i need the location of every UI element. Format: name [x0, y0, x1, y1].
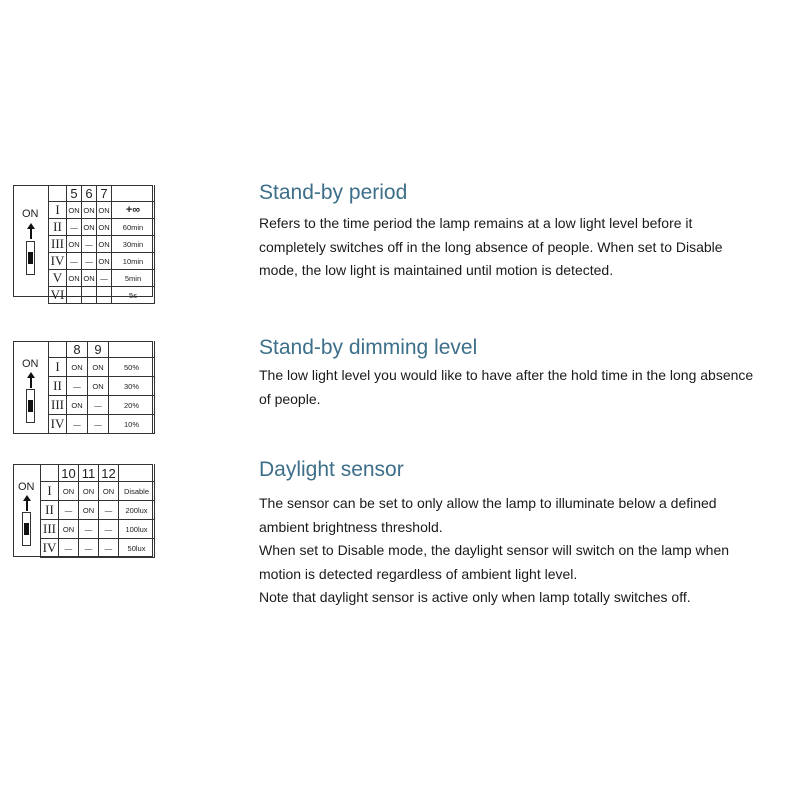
- column-header: 7: [97, 186, 112, 202]
- arrow-up-icon: [27, 223, 35, 239]
- table-row: [49, 219, 155, 236]
- row-value: 50lux: [119, 539, 155, 558]
- column-header: 10: [59, 465, 79, 482]
- table-row: [49, 253, 155, 270]
- table-row: [49, 377, 155, 396]
- switch-state: —: [97, 287, 112, 304]
- switch-state: —: [59, 539, 79, 558]
- switch-state: —: [99, 501, 119, 520]
- table-row: [49, 236, 155, 253]
- row-roman: II: [41, 501, 59, 520]
- column-header: 12: [99, 465, 119, 482]
- section-description-daylight-sensor: The sensor can be set to only allow the lamp to illuminate below a defined ambient brightness threshold. When set to Disable mode, the daylight sensor will switch on the lamp when motion is detected regardless of ambient light level. Note that daylight sensor is active only when lamp totally switches off.: [259, 495, 730, 605]
- row-roman: IV: [41, 539, 59, 558]
- dip-table-standby-period: [13, 185, 153, 302]
- row-value: 20%: [109, 396, 155, 415]
- row-roman: IV: [49, 415, 67, 434]
- table-row: [49, 358, 155, 377]
- switch-state: —: [99, 539, 119, 558]
- row-roman: I: [49, 202, 67, 219]
- section-title-standby-dimming: Stand-by dimming level: [259, 336, 478, 359]
- table-row: [49, 415, 155, 434]
- section-description-standby-dimming: The low light level you would like to have after the hold time in the long absence of people.: [259, 367, 754, 407]
- row-value: 60min: [112, 219, 155, 236]
- row-roman: I: [41, 482, 59, 501]
- header-blank: [109, 342, 155, 358]
- header-blank: [49, 186, 67, 202]
- switch-state: ON: [82, 270, 97, 287]
- row-roman: VI: [49, 287, 67, 304]
- column-header: 9: [88, 342, 109, 358]
- switch-state: —: [88, 415, 109, 434]
- switch-state: ON: [88, 377, 109, 396]
- switch-state: ON: [97, 236, 112, 253]
- dip-switch-slider: [26, 241, 35, 275]
- row-value: 10min: [112, 253, 155, 270]
- section-title-standby-period: Stand-by period: [259, 181, 408, 204]
- row-roman: II: [49, 219, 67, 236]
- switch-state: —: [59, 501, 79, 520]
- switch-state: —: [67, 219, 82, 236]
- switch-state: —: [82, 236, 97, 253]
- switch-state: ON: [88, 358, 109, 377]
- switch-state: ON: [97, 219, 112, 236]
- switch-on-label: ON: [18, 481, 35, 493]
- row-value: 5s: [112, 287, 155, 304]
- switch-state: ON: [67, 396, 88, 415]
- switch-state: —: [67, 253, 82, 270]
- header-blank: [119, 465, 155, 482]
- switch-state: ON: [82, 202, 97, 219]
- row-roman: III: [41, 520, 59, 539]
- dip-settings-table: [48, 185, 155, 304]
- column-header: 6: [82, 186, 97, 202]
- switch-state: ON: [59, 482, 79, 501]
- row-value: 30min: [112, 236, 155, 253]
- switch-state: —: [79, 539, 99, 558]
- column-header: 8: [67, 342, 88, 358]
- switch-state: ON: [79, 482, 99, 501]
- switch-state: —: [79, 520, 99, 539]
- row-value: 5min: [112, 270, 155, 287]
- table-row: [49, 287, 155, 304]
- switch-state: —: [82, 253, 97, 270]
- switch-state: ON: [97, 253, 112, 270]
- table-row: [41, 482, 155, 501]
- switch-state: —: [99, 520, 119, 539]
- header-blank: [49, 342, 67, 358]
- table-row: [49, 396, 155, 415]
- header-blank: [112, 186, 155, 202]
- switch-state: ON: [67, 358, 88, 377]
- switch-state: —: [82, 287, 97, 304]
- switch-state: ON: [67, 270, 82, 287]
- table-row: [49, 202, 155, 219]
- table-row: [41, 539, 155, 558]
- switch-state: ON: [97, 202, 112, 219]
- switch-state: —: [88, 396, 109, 415]
- column-header: 5: [67, 186, 82, 202]
- header-blank: [41, 465, 59, 482]
- row-value: +∞: [112, 202, 155, 219]
- row-value: Disable: [119, 482, 155, 501]
- switch-state: —: [67, 415, 88, 434]
- row-roman: I: [49, 358, 67, 377]
- table-row: [41, 520, 155, 539]
- section-title-daylight-sensor: Daylight sensor: [259, 458, 404, 481]
- row-roman: IV: [49, 253, 67, 270]
- switch-state: —: [97, 270, 112, 287]
- switch-state: ON: [59, 520, 79, 539]
- row-roman: II: [49, 377, 67, 396]
- column-header: 11: [79, 465, 99, 482]
- row-value: 50%: [109, 358, 155, 377]
- row-value: 200lux: [119, 501, 155, 520]
- row-roman: III: [49, 396, 67, 415]
- dip-switch-slider: [22, 512, 31, 546]
- switch-state: —: [67, 287, 82, 304]
- switch-state: ON: [67, 236, 82, 253]
- switch-state: ON: [99, 482, 119, 501]
- switch-on-label: ON: [22, 208, 39, 220]
- dip-settings-table: [40, 464, 155, 558]
- arrow-up-icon: [27, 372, 35, 388]
- section-description-standby-period: Refers to the time period the lamp remains at a low light level before it completely switches off in the long absence of people. When set to Disable mode, the low light is maintained until motion is detected.: [259, 215, 723, 278]
- table-row: [49, 270, 155, 287]
- dip-table-standby-dimming: [13, 341, 153, 434]
- dip-settings-table: [48, 341, 155, 434]
- switch-state: —: [67, 377, 88, 396]
- row-value: 30%: [109, 377, 155, 396]
- switch-state: ON: [82, 219, 97, 236]
- row-value: 10%: [109, 415, 155, 434]
- dip-table-daylight-sensor: [13, 464, 153, 557]
- switch-state: ON: [79, 501, 99, 520]
- row-roman: V: [49, 270, 67, 287]
- dip-switch-slider: [26, 389, 35, 423]
- arrow-up-icon: [23, 495, 31, 511]
- switch-on-label: ON: [22, 358, 39, 370]
- row-roman: III: [49, 236, 67, 253]
- table-row: [41, 501, 155, 520]
- row-value: 100lux: [119, 520, 155, 539]
- switch-state: ON: [67, 202, 82, 219]
